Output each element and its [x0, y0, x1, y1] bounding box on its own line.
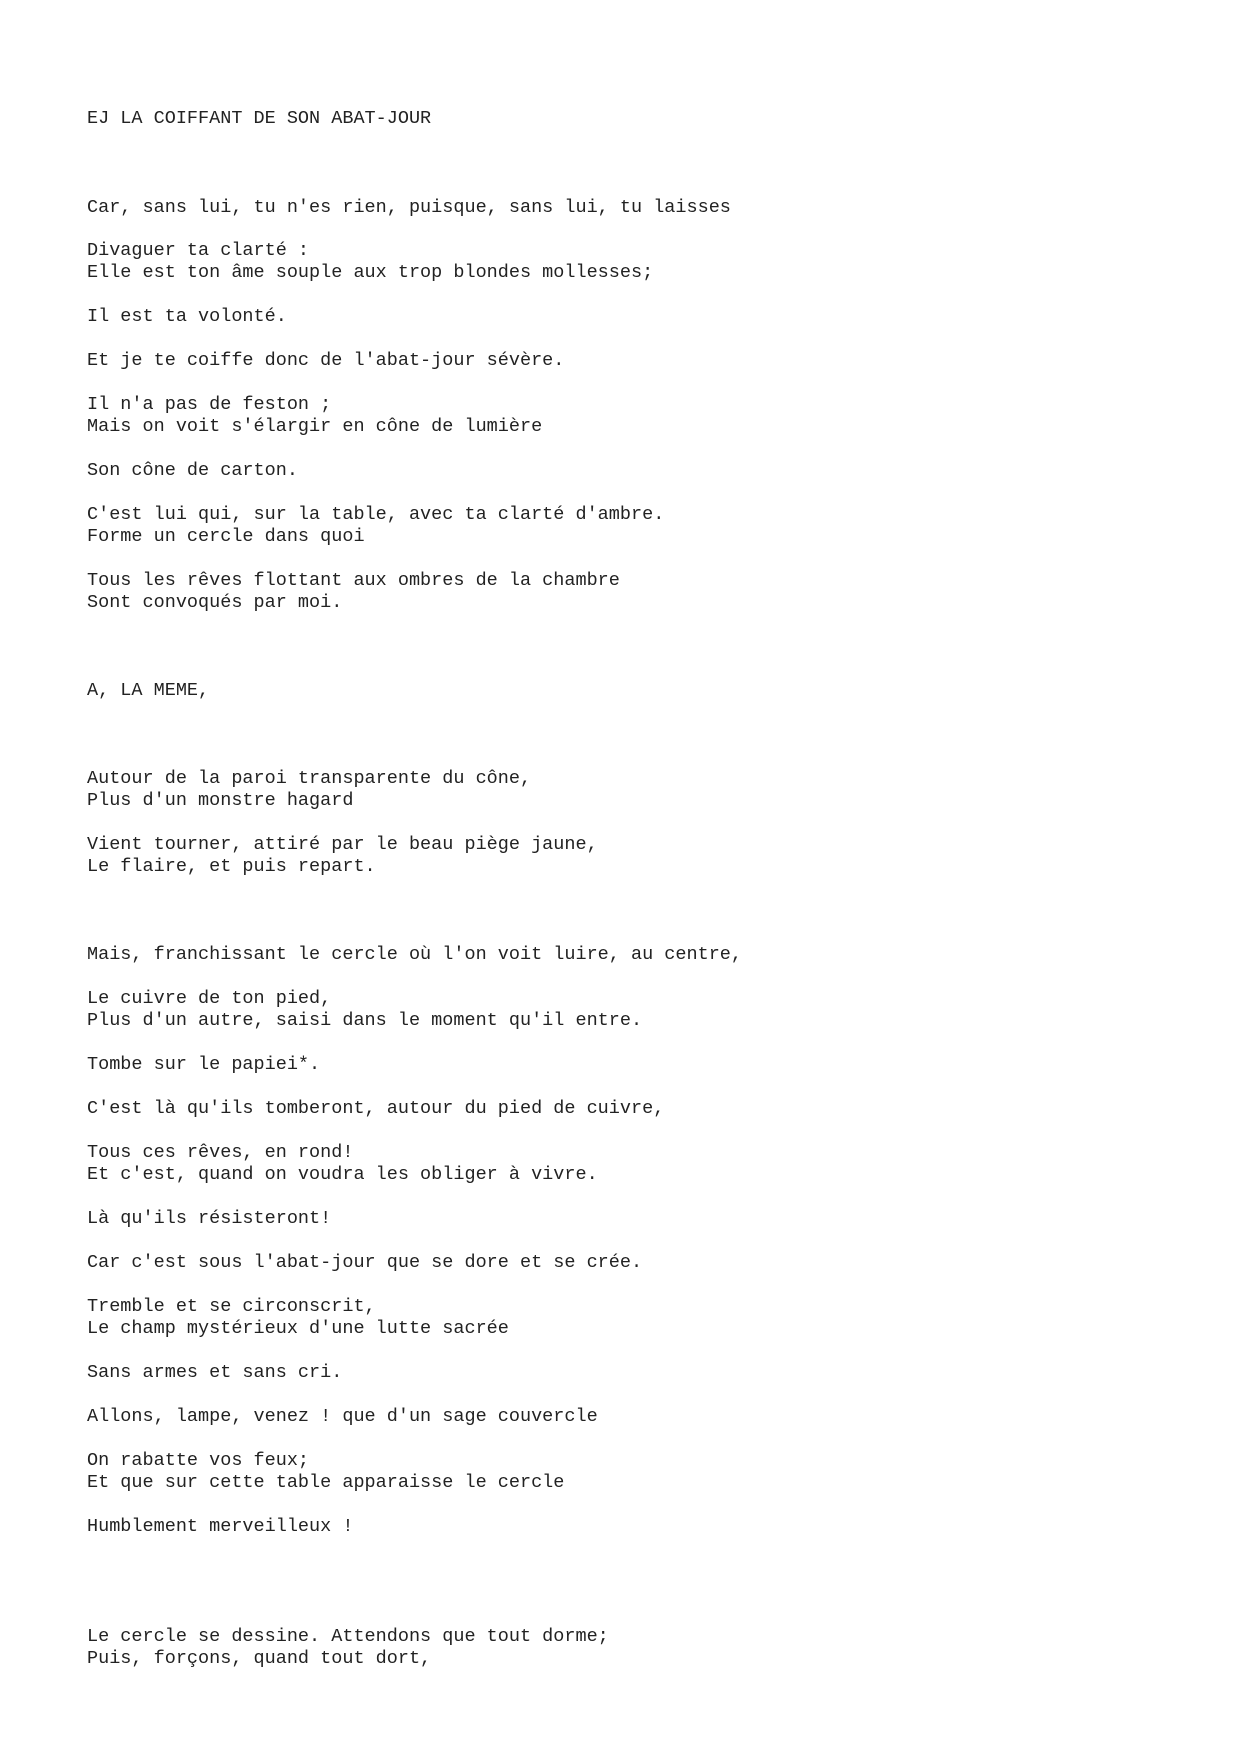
- verse-line: Divaguer ta clarté :: [87, 240, 310, 261]
- verse-line: Mais on voit s'élargir en cône de lumière: [87, 416, 543, 437]
- verse-line: Tremble et se circonscrit,: [87, 1296, 376, 1317]
- section-title-2: A, LA MEME,: [87, 680, 210, 701]
- verse-line: Le cuivre de ton pied,: [87, 988, 332, 1009]
- verse-line: Tous les rêves flottant aux ombres de la chambre: [87, 570, 620, 591]
- verse-line: Là qu'ils résisteront!: [87, 1208, 332, 1229]
- verse-line: Son cône de carton.: [87, 460, 298, 481]
- verse-line: Sont convoqués par moi.: [87, 592, 343, 613]
- verse-line: Forme un cercle dans quoi: [87, 526, 365, 547]
- verse-line: Car, sans lui, tu n'es rien, puisque, sans lui, tu laisses: [87, 197, 731, 218]
- verse-line: Tous ces rêves, en rond!: [87, 1142, 354, 1163]
- verse-line: Il est ta volonté.: [87, 306, 287, 327]
- verse-line: Mais, franchissant le cercle où l'on voit luire, au centre,: [87, 944, 743, 965]
- verse-line: Allons, lampe, venez ! que d'un sage couvercle: [87, 1406, 598, 1427]
- verse-line: Tombe sur le papiei*.: [87, 1054, 321, 1075]
- verse-line: C'est là qu'ils tomberont, autour du pied de cuivre,: [87, 1098, 665, 1119]
- verse-line: Et que sur cette table apparaisse le cercle: [87, 1472, 565, 1493]
- verse-line: Plus d'un monstre hagard: [87, 790, 354, 811]
- verse-line: Puis, forçons, quand tout dort,: [87, 1648, 432, 1669]
- verse-line: C'est lui qui, sur la table, avec ta clarté d'ambre.: [87, 504, 665, 525]
- verse-line: On rabatte vos feux;: [87, 1450, 310, 1471]
- verse-line: Le flaire, et puis repart.: [87, 856, 376, 877]
- verse-line: Il n'a pas de feston ;: [87, 394, 332, 415]
- verse-line: Vient tourner, attiré par le beau piège jaune,: [87, 834, 598, 855]
- verse-line: Humblement merveilleux !: [87, 1516, 354, 1537]
- verse-line: Sans armes et sans cri.: [87, 1362, 343, 1383]
- verse-line: Plus d'un autre, saisi dans le moment qu'il entre.: [87, 1010, 643, 1031]
- verse-line: Et c'est, quand on voudra les obliger à vivre.: [87, 1164, 598, 1185]
- verse-line: Autour de la paroi transparente du cône,: [87, 768, 532, 789]
- verse-line: Le cercle se dessine. Attendons que tout dorme;: [87, 1626, 609, 1647]
- verse-line: Car c'est sous l'abat-jour que se dore et se crée.: [87, 1252, 643, 1273]
- verse-line: Et je te coiffe donc de l'abat-jour sévère.: [87, 350, 565, 371]
- verse-line: Le champ mystérieux d'une lutte sacrée: [87, 1318, 509, 1339]
- verse-line: Elle est ton âme souple aux trop blondes mollesses;: [87, 262, 654, 283]
- section-title-1: EJ LA COIFFANT DE SON ABAT-JOUR: [87, 108, 432, 129]
